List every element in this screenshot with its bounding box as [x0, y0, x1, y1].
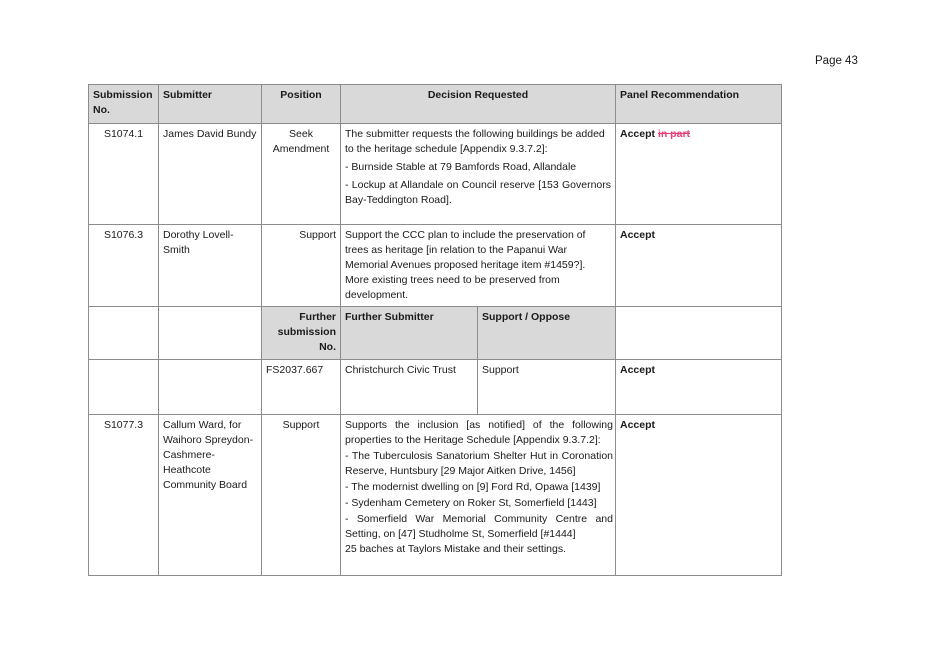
decision-requested — [341, 415, 616, 576]
submission-no: S1076.3 — [89, 225, 159, 307]
panel-recommendation: Accept — [616, 415, 782, 576]
page-number: Page 43 — [815, 55, 858, 67]
decision-item: - The Tuberculosis Sanatorium Shelter Hut in Coronation Reserve, Huntsbury [29 Major Aitken Drive, 1456] — [345, 450, 613, 477]
panel-recommendation: Accept — [616, 360, 782, 415]
empty-cell — [159, 360, 262, 415]
further-submitter: Christchurch Civic Trust — [341, 360, 478, 415]
header-submission-no: Submission No. — [89, 85, 159, 124]
decision-item: - Somerfield War Memorial Community Centre and Setting, on [47] Studholme St, Somerfield [#1444] — [345, 513, 613, 540]
header-support-oppose: Support / Oppose — [478, 307, 616, 360]
decision-requested: Support the CCC plan to include the preservation of trees as heritage [in relation to the Papanui War Memorial Avenues proposed heritage item #1459?]. More existing trees need to be preserved from development. — [341, 225, 616, 307]
panel-recommendation — [616, 124, 782, 225]
position: Support — [262, 225, 341, 307]
header-position: Position — [262, 85, 341, 124]
decision-item: - Lockup at Allandale on Council reserve [153 Governors Bay-Teddington Road]. — [345, 179, 611, 206]
empty-cell — [89, 307, 159, 360]
header-decision-requested: Decision Requested — [341, 85, 616, 124]
decision-intro: The submitter requests the following buildings be added to the heritage schedule [Appendix 9.3.7.2]: — [345, 128, 605, 155]
decision-intro: Supports the inclusion [as notified] of the following properties to the Heritage Schedule [Appendix 9.3.7.2]: — [345, 419, 613, 446]
decision-item: - The modernist dwelling on [9] Ford Rd, Opawa [1439] — [345, 481, 601, 493]
empty-cell — [616, 307, 782, 360]
decision-item: - Sydenham Cemetery on Roker St, Somerfield [1443] — [345, 497, 597, 509]
submission-no: S1077.3 — [89, 415, 159, 576]
recommendation-struck-text: in part — [657, 128, 691, 140]
recommendation-value: Accept — [620, 128, 656, 140]
support-oppose: Support — [478, 360, 616, 415]
header-panel-recommendation: Panel Recommendation — [616, 85, 782, 124]
table-row — [89, 415, 782, 576]
submitter: Dorothy Lovell-Smith — [159, 225, 262, 307]
position: Support — [262, 415, 341, 576]
decision-item: - Burnside Stable at 79 Bamfords Road, Allandale — [345, 161, 577, 173]
position: Seek Amendment — [262, 124, 341, 225]
header-further-submission-no: Further submission No. — [262, 307, 341, 360]
empty-cell — [89, 360, 159, 415]
further-submission-no: FS2037.667 — [262, 360, 341, 415]
panel-recommendation: Accept — [616, 225, 782, 307]
submitter: James David Bundy — [159, 124, 262, 225]
table-row — [89, 225, 782, 307]
submission-no: S1074.1 — [89, 124, 159, 225]
submissions-table — [88, 84, 782, 576]
table-row — [89, 124, 782, 225]
header-submitter: Submitter — [159, 85, 262, 124]
decision-item: 25 baches at Taylors Mistake and their settings. — [345, 543, 567, 555]
header-further-submitter: Further Submitter — [341, 307, 478, 360]
further-row — [89, 360, 782, 415]
table-header-row — [89, 85, 782, 124]
further-header-row — [89, 307, 782, 360]
submitter: Callum Ward, for Waihoro Spreydon-Cashmere-Heathcote Community Board — [159, 415, 262, 576]
empty-cell — [159, 307, 262, 360]
decision-requested — [341, 124, 616, 225]
